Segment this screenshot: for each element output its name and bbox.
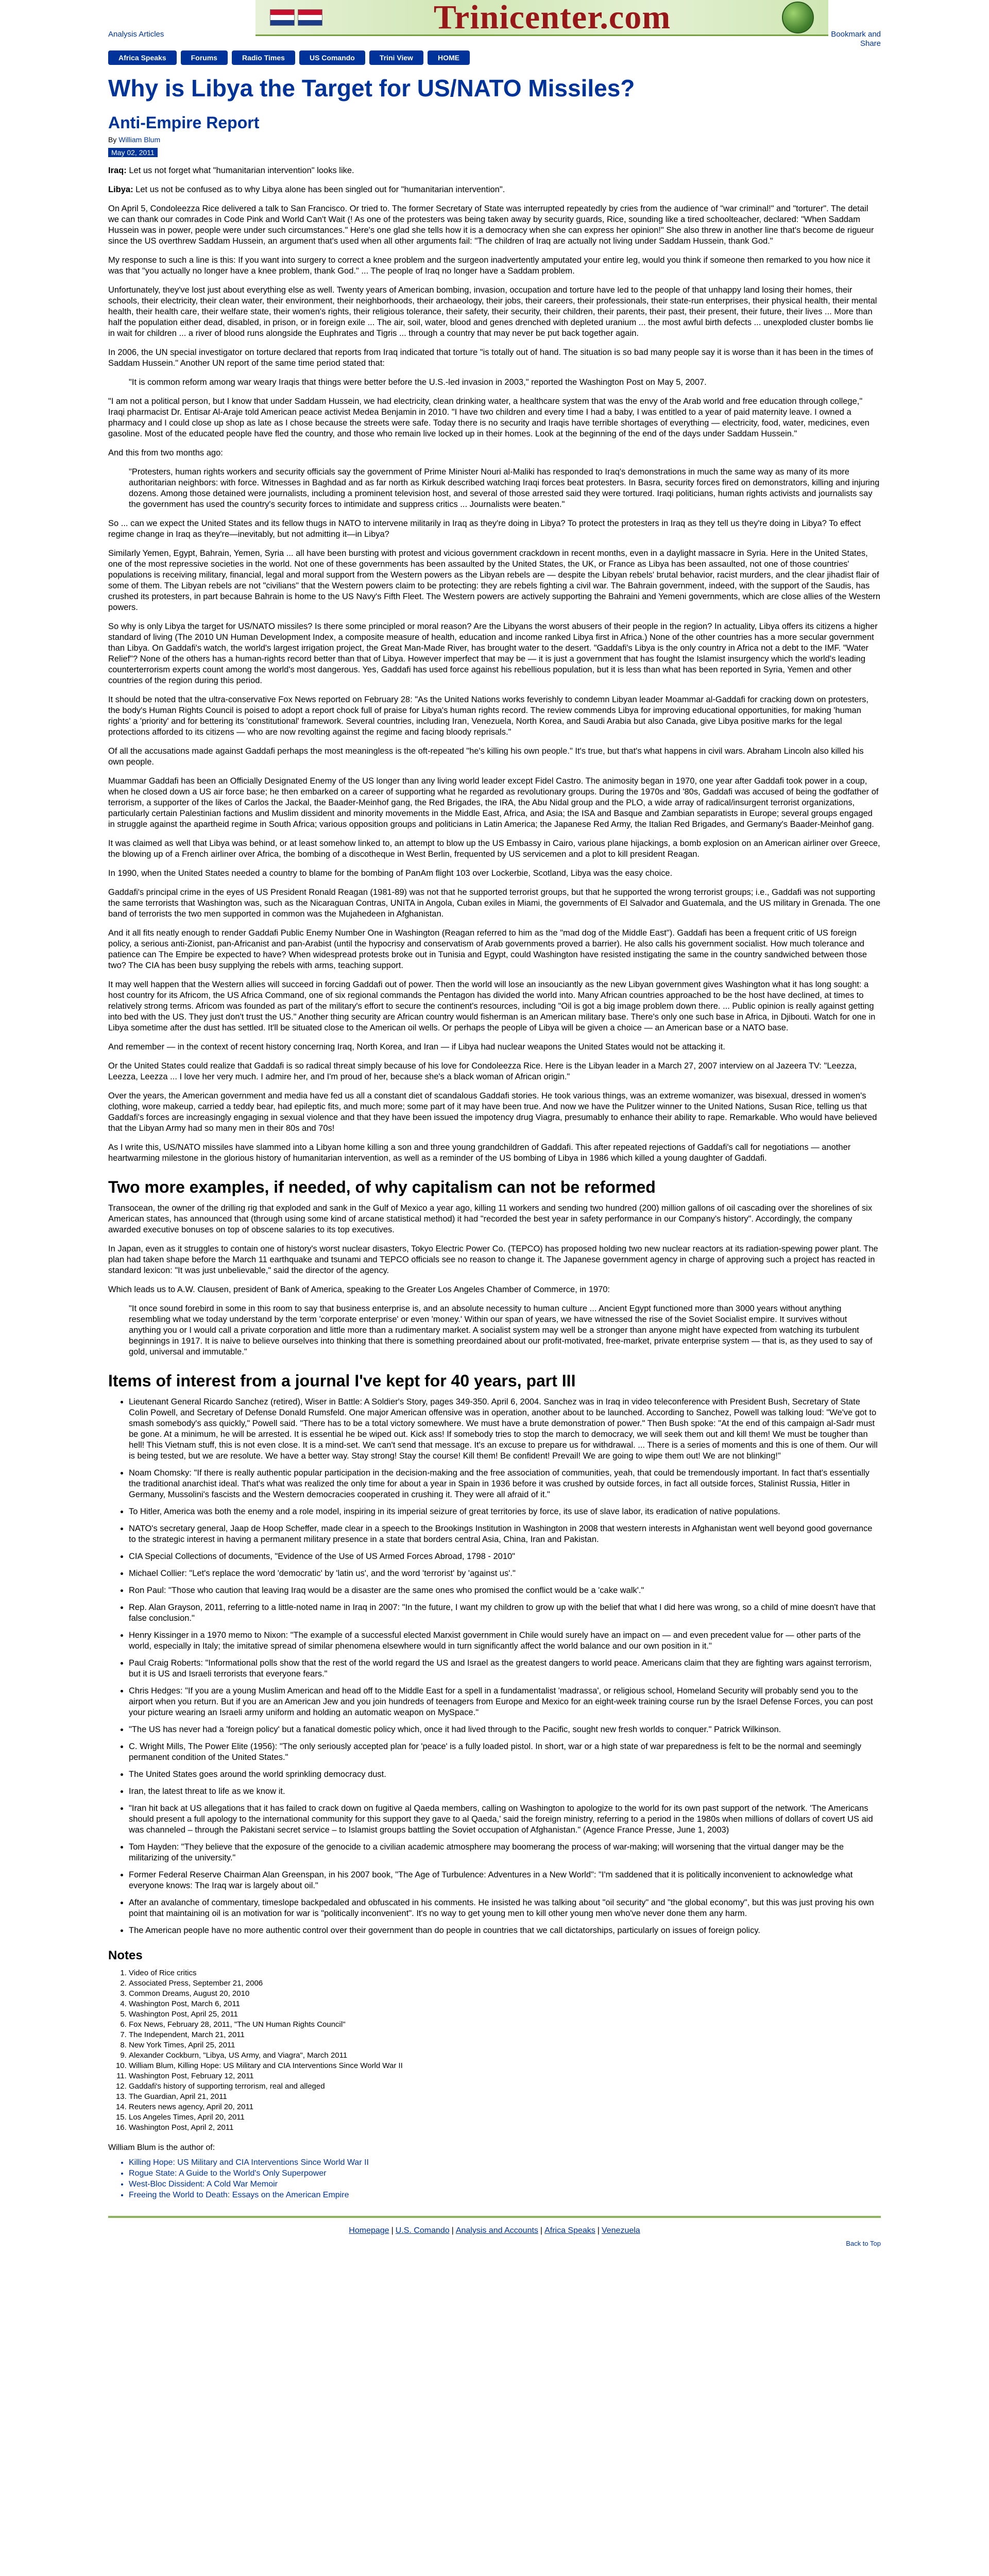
paragraph-group (108, 1203, 881, 1295)
book-link[interactable]: • Rogue State: A Guide to the World's Only Superpower (129, 2168, 881, 2179)
footer-link[interactable]: Africa Speaks (544, 2226, 595, 2235)
site-logo[interactable]: Trinicenter.com (433, 0, 671, 36)
note-item[interactable]: 5. Washington Post, April 25, 2011 (129, 2009, 881, 2020)
paragraph-group (108, 518, 881, 1164)
article-paragraph (108, 255, 881, 277)
article-paragraph (108, 1061, 881, 1082)
article-paragraph (108, 928, 881, 971)
note-item[interactable]: 10. William Blum, Killing Hope: US Military and CIA Interventions Since World War II (129, 2061, 881, 2071)
books-list (108, 2157, 881, 2200)
article-paragraph (108, 184, 881, 195)
journal-item: • The American people have no more authentic control over their government than do people in countries that we call dictatorships, particularly on issues of foreign policy. (129, 1925, 881, 1936)
paragraph-text: In 1990, when the United States needed a country to blame for the bombing of PanAm flight 103 over Lockerbie, Scotland, Libya was the easy choice. (108, 869, 673, 878)
nav-tab-us-comando[interactable]: US Comando (299, 50, 365, 65)
date-line (108, 148, 881, 157)
journal-item: • After an avalanche of commentary, timeslope backpedaled and obfuscated in his comments. He insisted he was talking about "oil security" and "the global economy", but this was just proving his own point that maintaining oil is an motivation for war is "politically inconvenient". It's no way to get young men to kill other young men who've never done them any harm. (129, 1897, 881, 1919)
journal-item: • Chris Hedges: "If you are a young Muslim American and head off to the Middle East for a spell in a fundamentalist 'madrassa', or religious school, Homeland Security will probably send you to the airport when you return. But if you are an American Jew and you join hundreds of teenagers from Europe and Mexico for an eight-week training course run by the Israel Defense Forces, you can post your picture wearing an Israeli army uniform and holding an automatic weapon on MySpace." (129, 1686, 881, 1718)
bookmark-label[interactable]: Bookmark and (831, 30, 881, 39)
journal-item: • Michael Collier: "Let's replace the word 'democratic' by 'latin us', and the word 'terrorist' by 'against us'." (129, 1568, 881, 1579)
journal-item: • Lieutenant General Ricardo Sanchez (retired), Wiser in Battle: A Soldier's Story, pages 349-350. April 6, 2004. Sanchez was in Iraq in video teleconference with President Bush, Secretary of State Colin Powell, and Secretary of Defense Donald Rumsfeld. One major American offensive was in operation, another about to be launched. According to Sanchez, Powell was talking loud: "We've got to smash somebody's ass quickly," Powell said. "There has to be a total victory somewhere. We must have a brute demonstration of power." Then Bush spoke: "At the end of this campaign al-Sadr must be gone. At a minimum, he will be arrested. It is essential he be wiped out. Kick ass! If somebody tries to stop the march to democracy, we will seek them out and kill them! We must be tougher than hell! This Vietnam stuff, this is not even close. It is a mind-set. We can't send that message. It's an excuse to prepare us for withdrawal. ... There is a series of moments and this is one of them. Our will is being tested, but we are resolute. We have a better way. Stay strong! Stay the course! Kill them! Be confident! Prevail! We are going to wipe them out! We are not blinking!" (129, 1397, 881, 1462)
notes-heading: Notes (108, 1948, 143, 1962)
banner-flags (270, 9, 322, 26)
paragraph-text: "I am not a political person, but I know that under Saddam Hussein, we had electricity, clean drinking water, a healthcare system that was the envy of the Arab world and free education through college," Iraqi pharmacist Dr. Entisar Al-Araje told American peace activist Medea Benjamin in 2010. "I have two children and every time I had a baby, I was entitled to a year of paid maternity leave. I owned a pharmacy and I could close up shop as late as I chose because the streets were safe. Today there is no security and Iraqis have terrible shortages of everything — electricity, food, water, medicines, even gasoline. Most of the educated people have fled the country, and those who remain live locked up in their homes. Look at the beginning of the end of the days under Saddam Hussein." (108, 397, 869, 438)
journal-item: • "Iran hit back at US allegations that it has failed to crack down on fugitive al Qaeda members, calling on Washington to apologize to the world for its own past support of the network. 'The Americans should present a full apology to the international community for this support they gave to al Qaeda,' said the foreign ministry, referring to a period in the 1980s when millions of dollars of covert US aid was channeled – through the Pakistani secret service – to Islamist groups battling the Soviet occupation of Afghanistan." (Agence France Presse, June 1, 2003) (129, 1803, 881, 1836)
nav-tab-trini-view[interactable]: Trini View (369, 50, 423, 65)
article-paragraph (108, 1203, 881, 1235)
article-paragraph (108, 347, 881, 369)
paragraph-text: In 2006, the UN special investigator on torture declared that reports from Iraq indicated that torture "is totally out of hand. The situation is so bad many people say it is worse than it has been in the times of Saddam Hussein." Another UN report of the same time period stated that: (108, 348, 873, 368)
article-paragraph (108, 1244, 881, 1276)
journal-item: • NATO's secretary general, Jaap de Hoop Scheffer, made clear in a speech to the Brookings Institution in Washington in 2008 that western interests in Afghanistan went well beyond good governance to the strategic interest in having a permanent military presence in a state that borders central Asia, China, Iran and Pakistan. (129, 1523, 881, 1545)
paragraph-text: Of all the accusations made against Gaddafi perhaps the most meaningless is the oft-repeated "he's killing his own people." It's true, but that's what happens in civil wars. Abraham Lincoln also killed his own people. (108, 747, 864, 767)
journal-item: • Ron Paul: "Those who caution that leaving Iraq would be a disaster are the same ones who promised the conflict would be a 'cake walk'." (129, 1585, 881, 1596)
paragraph-text: Over the years, the American government and media have fed us all a constant diet of scandalous Gaddafi stories. He took various things, was an extreme womanizer, was bisexual, dressed in women's clothing, wore makeup, carried a teddy bear, had epileptic fits, and much more; some part of it may have been true. And now we have the Pulitzer winner to the United Nations, Susan Rice, telling us that Gaddafi's forces are increasingly engaging in sexual violence and that they have been issued the impotency drug Viagra, presumably to enhance their ability to rape. Remarkable. Who would have believed that the Libyan Army had so many men in their 80s and 70s! (108, 1091, 877, 1133)
blockquote: "Protesters, human rights workers and security officials say the government of Prime Minister Nouri al-Maliki has responded to Iraq's demonstrations in much the same way as many of its more authoritarian neighbors: with force. Witnesses in Baghdad and as far north as Kirkuk described watching Iraqi forces beat protesters. In Basra, security forces fired on demonstrators, killing and injuring dozens. Among those detained were journalists, including a prominent television host, and several of those arrested said they were tortured. Iraqi politicians, human rights activists and journalists say the government has used the country's security forces to intimidate and suppress critics ... Journalists were beaten." (129, 467, 880, 509)
journal-item: • Rep. Alan Grayson, 2011, referring to a little-noted name in Iraq in 2007: "In the future, I want my children to grow up with the belief that what I did here was wrong, so a child of mine doesn't have that false conclusion." (129, 1602, 881, 1624)
note-item[interactable]: 12. Gaddafi's history of supporting terrorism, real and alleged (129, 2081, 881, 2092)
paragraph-text: My response to such a line is this: If you want into surgery to correct a knee problem and the surgeon inadvertently amputated your entire leg, would you think if someone then remarked to you how nice it was that "you actually no longer have a knee problem, thank God." ... The people of Iraq no longer have a Saddam problem. (108, 256, 871, 276)
paragraph-text: Let us not forget what "humanitarian intervention" looks like. (126, 166, 354, 175)
share-label[interactable]: Share (860, 39, 881, 48)
book-link[interactable]: • Freeing the World to Death: Essays on the American Empire (129, 2190, 881, 2200)
journal-items-list (108, 1397, 881, 1936)
paragraph-text: So ... can we expect the United States and its fellow thugs in NATO to intervene militarily in Iraq as they're doing in Libya? To protect the protesters in Iraq as they tell us they're doing in Libya? To effect regime change in Iraq as they're—inevitably, but not admitting it—in Libya? (108, 519, 861, 539)
article-paragraph (108, 746, 881, 768)
article-paragraph (108, 694, 881, 738)
note-item[interactable]: 15. Los Angeles Times, April 20, 2011 (129, 2112, 881, 2123)
page (108, 0, 881, 2263)
paragraph-text: Gaddafi's principal crime in the eyes of US President Ronald Reagan (1981-89) was not that he supported terrorist groups, but that he supported the wrong terrorist groups; i.e., Gaddafi was not supporting the same terrorists that Washington was, such as the Nicaraguan Contras, UNITA in Angola, Cuban exiles in Miami, the governments of El Salvador and Guatemala, and the US military in Grenada. The one band of terrorists the two men supported in common was the Mujahedeen in Afghanistan. (108, 888, 881, 919)
note-item[interactable]: 1. Video of Rice critics (129, 1968, 881, 1978)
bookmark-share-link[interactable] (831, 30, 881, 48)
header (108, 0, 881, 48)
journal-item: • The United States goes around the world sprinkling democracy dust. (129, 1769, 881, 1780)
author-bio-text: William Blum is the author of: (108, 2143, 215, 2152)
blockquote: "It is common reform among war weary Iraqis that things were better before the U.S.-led invasion in 2003," reported the Washington Post on May 5, 2007. (129, 378, 707, 387)
paragraph-text: It should be noted that the ultra-conservative Fox News reported on February 28: "As the United Nations works feverishly to condemn Libyan leader Moammar al-Gaddafi for cracking down on protesters, the body's Human Rights Council is poised to adopt a report chock full of praise for Libya's human rights record. The review commends Libya for improving educational opportunities, for making 'human rights' a 'priority' and for bettering its 'constitutional' framework. Several countries, including Iran, Venezuela, North Korea, and Saudi Arabia but also Canada, give Libya positive marks for the legal protections afforded to its citizens — who are now revolting against the regime and facing bloody reprisals." (108, 695, 869, 737)
site-banner[interactable] (255, 0, 828, 36)
section-heading: Items of interest from a journal I've kept for 40 years, part III (108, 1371, 576, 1390)
article-paragraph (108, 1284, 881, 1295)
article-paragraph (108, 838, 881, 860)
footer-link[interactable]: U.S. Comando (395, 2226, 450, 2235)
paragraph-text: It may well happen that the Western allies will succeed in forcing Gaddafi out of power. Then the world will lose an insouciantly as the new Libyan government gives Washington what it has long sought: a host country for its Africom, the US Africa Command, one of six regional commands the Pentagon has divided the world into. Many African countries approached to be the host have declined, at times to relatively strong terms. Africom was founded as part of the military's effort to secure the continent's resources, including "Oil is got a big image problem down there. ... Public opinion is really against getting into bed with the US. They just don't trust the US." Another thing security are African country would fisherman is an American military base. There's only one such base in Africa, in Djibouti. Watch for one in Libya sometime after the dust has settled. It'll be situated close to the American oil wells. Or perhaps the people of Libya will be given a choice — an American base or a NATO base. (108, 980, 876, 1032)
article-paragraph (108, 396, 881, 439)
flag-icon (270, 9, 295, 26)
footer-divider (108, 2216, 881, 2218)
article-paragraph (108, 887, 881, 920)
blockquote: "It once sound forebird in some in this room to say that business enterprise is, and an absolute necessity to human culture ... Ancient Egypt functioned more than 3000 years without anything resembling what we today understand by the term 'corporate enterprise' or even 'money.' Within our span of years, we have witnessed the rise of the Soviet Socialist empire. It survives without anything you or I would call a private corporation and little more than a rudimentary market. A socialist system may well be a stronger than anyone might have expected from watching its turbulent beginnings in 1917. It is naive to believe ourselves into thinking that there is something preordained about our profit-motivated, free-market, private enterprise system — that is, as they used to say of gold, universal and immutable." (129, 1304, 873, 1357)
article-paragraph (108, 621, 881, 686)
note-item[interactable]: 3. Common Dreams, August 20, 2010 (129, 1989, 881, 1999)
article-paragraph (108, 776, 881, 830)
byline (108, 135, 881, 144)
paragraph-text: Muammar Gaddafi has been an Officially Designated Enemy of the US longer than any living world leader except Fidel Castro. The animosity began in 1970, one year after Gaddafi took power in a coup, when he closed down a US air force base; he then embarked on a career of supporting what he regarded as revolutionary groups. During the 1970s and '80s, Gaddafi was accused of being the godfather of terrorism, a supporter of the likes of Carlos the Jackal, the Baader-Meinhof gang, the Red Brigades, the IRA, the Abu Nidal group and the PLO, a wide array of radical/insurgent terrorist organizations, particularly certain Palestinian factions and Muslim dissident and minority movements in the Middle East, Africa, and Asia; the ISA and Basque and Zambian separatists in Europe; several groups engaged in struggle against the apartheid regime in South Africa; various opposition groups and politicians in Latin America; the Japanese Red Army, the Italian Red Brigades, and Germany's Baader-Meinhof gang. (108, 776, 879, 829)
nav-tab-home[interactable]: HOME (428, 50, 470, 65)
note-item[interactable]: 9. Alexander Cockburn, "Libya, US Army, and Viagra", March 2011 (129, 2050, 881, 2061)
footer-separator: | (597, 2226, 600, 2235)
journal-item: • Paul Craig Roberts: "Informational polls show that the rest of the world regard the US and Israel as the greatest dangers to world peace. Americans claim that they are fighting wars against terrorism, but it is US and Israeli terrorists that everyone fears." (129, 1658, 881, 1680)
nav-tab-forums[interactable]: Forums (181, 50, 228, 65)
article-paragraph (108, 165, 881, 176)
footer-link[interactable]: Homepage (349, 2226, 389, 2235)
note-item[interactable]: 4. Washington Post, March 6, 2011 (129, 1999, 881, 2009)
paragraph-group (108, 165, 881, 369)
paragraph-text: Unfortunately, they've lost just about everything else as well. Twenty years of American bombing, invasion, occupation and torture have led to the people of that unhappy land losing their homes, their schools, their electricity, their clean water, their environment, their neighborhoods, their archaeology, their jobs, their careers, their professionals, their state-run enterprises, their physical health, their mental health, their health care, their welfare state, their women's rights, their religious tolerance, their safety, their security, their children, their parents, their past, their present, their future, their lives ... More than half the population either dead, disabled, in prison, or in foreign exile ... The air, soil, water, blood and genes drenched with depleted uranium ... the most awful birth defects ... unexploded cluster bombs lie in wait for children ... a river of blood runs alongside the Euphrates and Tigris ... through a country that may never be put back together again. (108, 285, 877, 338)
journal-item: • To Hitler, America was both the enemy and a role model, inspiring in its imperial seizure of great territories by force, its use of slave labor, its eradication of native populations. (129, 1506, 881, 1517)
paragraph-text: It was claimed as well that Libya was behind, or at least somehow linked to, an attempt to blow up the US Embassy in Cairo, various plane hijackings, a bomb explosion on an American airliner over Greece, the blowing up of a French airliner over Africa, the bombing of a discotheque in West Berlin, frequented by US servicemen and a plot to kill president Reagan. (108, 839, 880, 859)
footer-nav (108, 2226, 881, 2235)
article-paragraph (108, 868, 881, 879)
footer-link[interactable]: Venezuela (601, 2226, 640, 2235)
article-paragraph (108, 1091, 881, 1134)
paragraph-text: Let us not be confused as to why Libya alone has been singled out for "humanitarian intervention". (133, 185, 505, 194)
article-paragraph (108, 285, 881, 339)
paragraph-lead: Iraq: (108, 166, 127, 175)
paragraph-text: Which leads us to A.W. Clausen, president of Bank of America, speaking to the Greater Los Angeles Chamber of Commerce, in 1970: (108, 1285, 610, 1294)
paragraph-text: As I write this, US/NATO missiles have slammed into a Libyan home killing a son and three young grandchildren of Gaddafi. This after repeated rejections of Gaddafi's call for negotiations — another heartwarming milestone in the glorious history of humanitarian intervention, as well as a reminder of the US bombing of Libya in 1986 which killed a young daughter of Gaddafi. (108, 1143, 851, 1163)
note-item[interactable]: 13. The Guardian, April 21, 2011 (129, 2092, 881, 2102)
journal-item: • "The US has never had a 'foreign policy' but a fanatical domestic policy which, once it had lived through to the Pacific, sought new fresh worlds to conquer." Patrick Wilkinson. (129, 1724, 881, 1735)
footer-separator: | (391, 2226, 394, 2235)
paragraph-text: On April 5, Condoleezza Rice delivered a talk to San Francisco. Or tried to. The former Secretary of State was interrupted repeatedly by cries from the audience of "war criminal!" and "torturer". The detail we can thank our comrades in Code Pink and World Can't Wait (! As one of the protesters was being taken away by security guards, Rice, sounding like a tired schoolteacher, declared: "When Saddam Hussein was in power, people were under such circumstances." Here's one glad she tells how it is a democracy when she can express her opinion!" She also threw in another line that's become de rigueur since the US overthrew Saddam Hussein, an argument that's used when all other arguments fail: "The children of Iraq are actually not living under Saddam Hussein, thank God." (108, 204, 874, 246)
main-nav (108, 50, 881, 65)
footer-separator: | (540, 2226, 543, 2235)
section-link[interactable]: Analysis Articles (108, 30, 164, 39)
section-heading: Two more examples, if needed, of why capitalism can not be reformed (108, 1178, 656, 1196)
journal-item: • C. Wright Mills, The Power Elite (1956): "The only seriously accepted plan for 'peace' is a fully loaded pistol. In short, war or a high state of war preparedness is felt to be the normal and seemingly permanent condition of the United States." (129, 1741, 881, 1763)
article-paragraph (108, 1042, 881, 1053)
paragraph-group (108, 396, 881, 459)
article-paragraph (108, 548, 881, 613)
globe-icon (782, 2, 814, 33)
journal-item: • Former Federal Reserve Chairman Alan Greenspan, in his 2007 book, "The Age of Turbulence: Adventures in a New World": "I'm saddened that it is politically inconvenient to acknowledge what everyone knows: The Iraq war is largely about oil." (129, 1870, 881, 1891)
paragraph-text: Similarly Yemen, Egypt, Bahrain, Yemen, Syria ... all have been bursting with protest and vicious government crackdown in recent months, even in a daylight massacre in Syria. Here in the United States, one of the most repressive societies in the world. Not one of these governments has been assaulted by the United States, the UK, or France as Libya has been assaulted, not one of those countries' populations is receiving military, financial, legal and moral support from the Western powers as the Libyan rebels are — despite the Libyan rebels' brutal behavior, racist murders, and the clear jihadist flair of some of them. The Libyan rebels are not "civilians" that the Western powers claim to be protecting: they are rebels fighting a civil war. The Bahrain government, indeed, with the support of the Saudis, has crushed its protesters, in part because Bahrain is home to the US Navy's Fifth Fleet. The Western powers are actively supporting the Bahraini and Yemeni governments, which are close allies of the Western powers. (108, 549, 880, 612)
journal-item: • Iran, the latest threat to life as we know it. (129, 1786, 881, 1797)
journal-item: • Noam Chomsky: "If there is really authentic popular participation in the decision-making and the free association of communities, yeah, that could be tremendously important. In fact that's essentially the traditional anarchist ideal. That's what was realized the only time for about a year in Spain in 1936 before it was crushed by outside forces, in fact all outside forces, Stalinist Russia, Hitler in Germany, Mussolini's fascists and the Western democracies cooperated in crushing it. They were all afraid of it." (129, 1468, 881, 1500)
article-paragraph (108, 979, 881, 1033)
paragraph-lead: Libya: (108, 185, 133, 194)
article-paragraph (108, 204, 881, 247)
book-link[interactable]: • West-Bloc Dissident: A Cold War Memoir (129, 2179, 881, 2190)
paragraph-text: And this from two months ago: (108, 448, 223, 457)
note-item[interactable]: 14. Reuters news agency, April 20, 2011 (129, 2102, 881, 2112)
article-paragraph (108, 448, 881, 459)
paragraph-text: And it all fits neatly enough to render Gaddafi Public Enemy Number One in Washington (Reagan referred to him as the "mad dog of the Middle East"). Gaddafi has been a frequent critic of US foreign policy, a serious anti-Zionist, pan-Africanist and pan-Arabist (until the hypocrisy and conservatism of Arab governments proved a barrier). He also calls his government socialist. How much tolerance and patience can The Empire be expected to have? When widespread protests broke out in Tunisia and Egypt, could Washington have resisted instigating the same in the country sandwiched between those two? The CIA has been busy supplying the rebels with arms, teaching support. (108, 928, 867, 970)
back-to-top-link[interactable]: Back to Top (846, 2240, 881, 2247)
author-link[interactable]: William Blum (118, 135, 161, 144)
note-item[interactable]: 7. The Independent, March 21, 2011 (129, 2030, 881, 2040)
article-paragraph (108, 518, 881, 540)
footer-link[interactable]: Analysis and Accounts (455, 2226, 538, 2235)
paragraph-text: In Japan, even as it struggles to contain one of history's worst nuclear disasters, Tokyo Electric Power Co. (TEPCO) has proposed holding two new nuclear reactors at its radiation-spewing power plant. The plan had taken shape before the March 11 earthquake and tsunami and TEPCO officials see no reason to change it. The Japanese government agency in charge of approving such a project has reacted in standard lexicon: "It was just unbelievable," said the director of the agency. (108, 1244, 878, 1275)
note-item[interactable]: 2. Associated Press, September 21, 2006 (129, 1978, 881, 1989)
journal-item: • Tom Hayden: "They believe that the exposure of the genocide to a civilian academic atmosphere may boomerang the process of war-making; will worsening that the virtual danger may be the militarizing of the university." (129, 1842, 881, 1863)
article-body (108, 165, 881, 2200)
nav-tab-radio-times[interactable]: Radio Times (232, 50, 295, 65)
date-badge: May 02, 2011 (108, 148, 158, 157)
byline-prefix: By (108, 135, 117, 144)
nav-tab-africa-speaks[interactable]: Africa Speaks (108, 50, 177, 65)
paragraph-text: And remember — in the context of recent history concerning Iraq, North Korea, and Iran — if Libya had nuclear weapons the United States would not be attacking it. (108, 1042, 725, 1052)
article-title: Why is Libya the Target for US/NATO Missiles? (108, 75, 635, 101)
author-bio (108, 2142, 881, 2200)
note-item[interactable]: 8. New York Times, April 25, 2011 (129, 2040, 881, 2050)
note-item[interactable]: 11. Washington Post, February 12, 2011 (129, 2071, 881, 2081)
notes-list (108, 1968, 881, 2133)
paragraph-text: So why is only Libya the target for US/NATO missiles? Is there some principled or moral reason? Are the Libyans the worst abusers of their people in the region? In actuality, Libya offers its citizens a higher standard of living (The 2010 UN Human Development Index, a composite measure of health, education and income ranked Libya first in Africa.) None of the other countries has a more secular government than Libya. On Gaddafi's watch, the world's largest irrigation project, the Great Man-Made River, has brought water to the desert. "Gaddafi's Libya is the only country in Africa not a debt to the IMF. "Water Relief"? None of the others has a human-rights record better than that of Libya. However imperfect that may be — it is just a government that has fought the Islamist insurgency which the world's leading counterterrorism experts count among the world's most dangerous. Yes, Gaddafi has used force against his rebellious population, but it is less than what has been reported in Syria, Yemen and other countries of the region during this period. (108, 622, 878, 685)
flag-icon (298, 9, 322, 26)
journal-item: • Henry Kissinger in a 1970 memo to Nixon: "The example of a successful elected Marxist government in Chile would surely have an impact on — and even precedent value for — other parts of the world, especially in Italy; the imitative spread of similar phenomena elsewhere would in turn significantly affect the world balance and our own position in it." (129, 1630, 881, 1652)
paragraph-text: Or the United States could realize that Gaddafi is so radical threat simply because of his love for Condoleezza Rice. Here is the Libyan leader in a March 27, 2007 interview on al Jazeera TV: "Leezza, Leezza, Leezza ... I love her very much. I admire her, and I'm proud of her, because she's a black woman of African origin." (108, 1061, 857, 1081)
article-subtitle: Anti-Empire Report (108, 113, 260, 132)
note-item[interactable]: 6. Fox News, February 28, 2011, "The UN Human Rights Council" (129, 2020, 881, 2030)
article-paragraph (108, 1142, 881, 1164)
book-link[interactable]: • Killing Hope: US Military and CIA Interventions Since World War II (129, 2157, 881, 2168)
footer-separator: | (451, 2226, 454, 2235)
paragraph-text: Transocean, the owner of the drilling rig that exploded and sank in the Gulf of Mexico a year ago, killing 11 workers and sending two hundred (200) million gallons of oil cascading over the shorelines of six American states, has announced that (through using some kind of arcane statistical method) it had "recorded the best year in safety performance in our Company's history". Accordingly, the company awarded executive bonuses on top of obscene salaries to its top executives. (108, 1204, 873, 1234)
journal-item: • CIA Special Collections of documents, "Evidence of the Use of US Armed Forces Abroad, 1798 - 2010" (129, 1551, 881, 1562)
note-item[interactable]: 16. Washington Post, April 2, 2011 (129, 2123, 881, 2133)
